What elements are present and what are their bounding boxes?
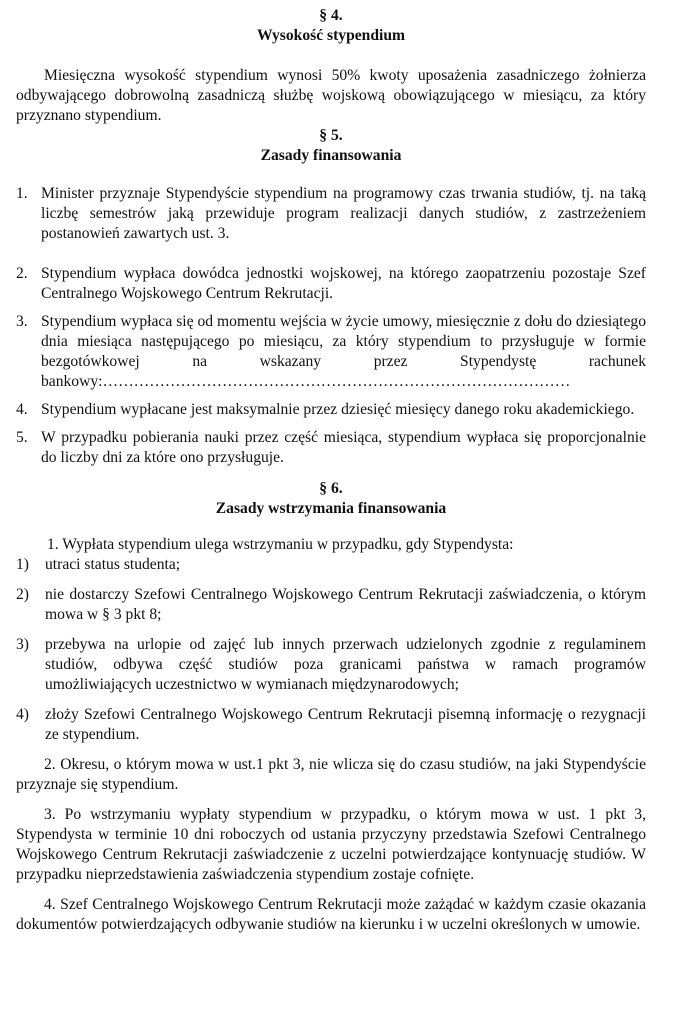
subitem-text: utraci status studenta;: [45, 556, 181, 573]
section-4-paragraph: Miesięczna wysokość stypendium wynosi 50% kwoty uposażenia zasadniczego żołnierza odbywającego dobrowolną zasadniczą służbę wojskową obowiązującego w miesiącu, za który przyznano stypendium.: [16, 67, 646, 124]
section-6-title: Zasady wstrzymania finansowania: [215, 500, 447, 517]
subitem-text: złoży Szefowi Centralnego Wojskowego Centrum Rekrutacji pisemną informację o rezygnacji ze stypendium.: [45, 706, 646, 743]
section-6-paragraph-2: 2. Okresu, o którym mowa w ust.1 pkt 3, nie wlicza się do czasu studiów, na jaki Stypendyście przyznaje się stypendium.: [16, 756, 646, 793]
document-page: [16, 6, 646, 935]
section-5-item: [16, 400, 646, 420]
subitem-number: 3): [16, 636, 29, 653]
section-5-item: [16, 264, 646, 304]
section-4-heading: § 4.: [319, 7, 343, 24]
item-text: Stypendium wypłaca dowódca jednostki wojskowej, na którego zaopatrzeniu pozostaje Szef Centralnego Wojskowego Centrum Rekrutacji.: [41, 265, 646, 302]
section-5-item: [16, 184, 646, 244]
section-5-heading: § 5.: [319, 127, 343, 144]
subitem-number: 4): [16, 706, 29, 723]
item-text: Stypendium wypłaca się od momentu wejścia w życie umowy, miesięcznie z dołu do dziesiątego dnia miesiąca następującego po miesiącu, za który stypendium to przysługuje w formie bezgotówkowej na wskazany przez Stypendystę rachunek bankowy:………………………………………………………………………………: [41, 313, 646, 390]
item-number: 2.: [16, 265, 28, 282]
item-text: W przypadku pobierania nauki przez część miesiąca, stypendium wypłaca się proporcjonalnie do liczby dni za które ono przysługuje.: [41, 429, 646, 466]
section-6-intro: 1. Wypłata stypendium ulega wstrzymaniu w przypadku, gdy Stypendysta:: [47, 536, 514, 553]
section-5-title: Zasady finansowania: [260, 147, 402, 164]
section-6-subitem: [16, 635, 646, 695]
section-6-subitem: [16, 585, 646, 625]
section-6-subitem: [16, 555, 646, 575]
subitem-text: nie dostarczy Szefowi Centralnego Wojskowego Centrum Rekrutacji zaświadczenia, o którym mowa w § 3 pkt 8;: [45, 586, 646, 623]
item-text: Stypendium wypłacane jest maksymalnie przez dziesięć miesięcy danego roku akademickiego.: [41, 401, 635, 418]
section-6-heading: § 6.: [319, 480, 343, 497]
item-number: 3.: [16, 313, 28, 330]
item-text: Minister przyznaje Stypendyście stypendium na programowy czas trwania studiów, tj. na taką liczbę semestrów jaką przewiduje program realizacji danych studiów, z zastrzeżeniem postanowień zawartych ust. 3.: [41, 185, 646, 242]
section-6-paragraph-4: 4. Szef Centralnego Wojskowego Centrum Rekrutacji może zażądać w każdym czasie okazania dokumentów potwierdzających odbywanie studiów na kierunku i w uczelni określonych w umowie.: [16, 896, 646, 933]
item-number: 4.: [16, 401, 28, 418]
section-6-paragraph-3: 3. Po wstrzymaniu wypłaty stypendium w przypadku, o którym mowa w ust. 1 pkt 3, Stypendysta w terminie 10 dni roboczych od ustania przyczyny przedstawia Szefowi Centralnego Wojskowego Centrum Rekrutacji zaświadczenie z uczelni potwierdzające kontynuację studiów. W przypadku nieprzedstawienia zaświadczenia stypendium zostaje cofnięte.: [16, 806, 646, 883]
subitem-number: 1): [16, 556, 29, 573]
section-5-item: [16, 312, 646, 392]
subitem-number: 2): [16, 586, 29, 603]
subitem-text: przebywa na urlopie od zajęć lub innych przerwach udzielonych zgodnie z regulaminem studiów, odbywa część studiów poza granicami państwa w ramach programów umożliwiających uczestnictwo w wymianach międzynarodowych;: [45, 636, 646, 693]
item-number: 1.: [16, 185, 28, 202]
section-4-title: Wysokość stypendium: [256, 27, 406, 44]
item-number: 5.: [16, 429, 28, 446]
section-6-subitem: [16, 705, 646, 745]
section-5-item: [16, 428, 646, 468]
